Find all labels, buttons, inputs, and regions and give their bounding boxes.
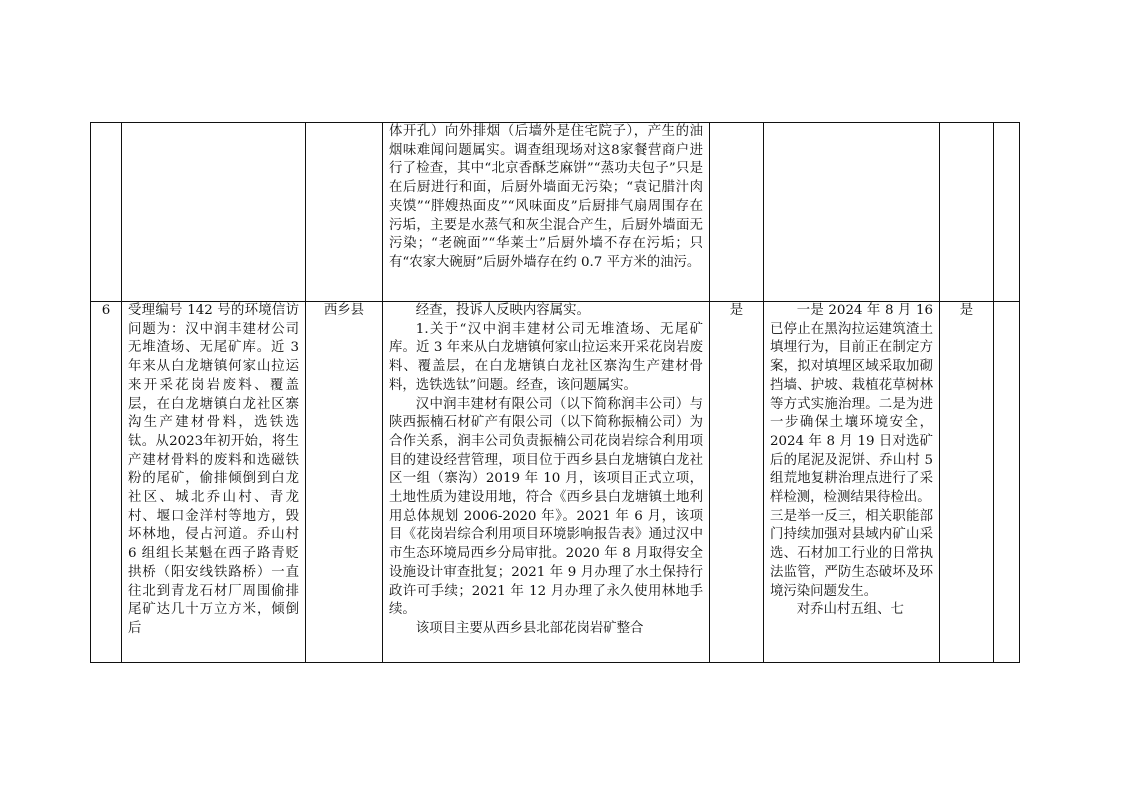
investigation-paragraph: 经查，投诉人反映内容属实。 (415, 303, 590, 318)
row-number-cell: 6 (91, 302, 122, 663)
row-number-cell (91, 123, 122, 302)
investigation-cell (383, 123, 710, 302)
closed-cell (940, 123, 994, 302)
handling-paragraph: 三是举一反三，相关职能部门持续加强对县域内矿山采选、石材加工行业的日常执法监管，严防生态破坏及环境污染问题发生。 (770, 508, 933, 599)
handling-cell (764, 302, 940, 663)
county-cell: 西乡县 (306, 302, 383, 663)
investigation-paragraph: 汉中润丰建材有限公司（以下简称润丰公司）与陕西振楠石材矿产有限公司（以下简称振楠公司）为合作关系，润丰公司负责振楠公司花岗岩综合利用项目的建设经营管理，项目位于西乡县白龙塘镇白龙社区一组（寨沟）2019 年 10 月，该项目正式立项，土地性质为建设用地，符合《西乡县白龙塘镇土地利用总体规划 2006-2020 年》。2021 年 6 月，该项目《花岗岩综合利用项目环境影响报告表》通过汉中市生态环境局西乡分局审批。2020 年 8 月取得安全设施设计审查批复；2021 年 9 月办理了水土保持行政许可手续；2021 年 12 月办理了永久使用林地手续。 (389, 396, 703, 618)
remarks-cell (994, 302, 1020, 663)
handling-paragraph: 一是 2024 年 8 月 16 已停止在黑沟拉运建筑渣土填埋行为，目前正在制定方案，拟对填埋区域采取加砌挡墙、护坡、栽植花草树林等方式实施治理。二是为进一步确保土壤环境安全，2024 年 8 月 19 日对选矿后的尾泥及泥饼、乔山村 5 组荒地复耕治理点进行了采样检测，检测结果待检出。 (770, 303, 933, 506)
investigation-paragraph: 该项目主要从西乡县北部花岗岩矿整合 (415, 620, 644, 636)
verified-cell (710, 123, 764, 302)
complaint-cell: 受理编号 142 号的环境信访问题为：汉中润丰建材公司无堆渣场、无尾矿库。近 3 年来从白龙塘镇何家山拉运来开采花岗岩废料、覆盖层，在白龙塘镇白龙社区寨沟生产建材骨料，选铁选钛。从2023年初开始，将生产建材骨料的废料和选磁铁粉的尾矿，偷排倾倒到白龙社区、城北乔山村、青龙村、堰口金洋村等地方，毁坏林地，侵占河道。乔山村 6 组组长某魁在西子路青贬拱桥（阳安线铁路桥）一直往北到青龙石材厂周围偷排尾矿达几十万立方米，倾倒后 (122, 302, 306, 663)
complaint-table (90, 122, 1020, 663)
closed-cell: 是 (940, 302, 994, 663)
verified-cell: 是 (710, 302, 764, 663)
table-row (91, 302, 1020, 663)
investigation-paragraph: 体开孔）向外排烟（后墙外是住宅院子），产生的油烟味难闻问题属实。调查组现场对这8家餐营商户进行了检查，其中“北京香酥芝麻饼”“蒸功夫包子”只是在后厨进行和面，后厨外墙面无污染；“袁记腊汁肉夹馍”“胖嫂热面皮”“风味面皮”后厨排气扇周围存在污垢，主要是水蒸气和灰尘混合产生，后厨外墙面无污染；“老碗面”“华莱士”后厨外墙不存在污垢；只有“农家大碗厨”后厨外墙存在约 0.7 平方米的油污。 (389, 124, 703, 270)
investigation-paragraph: 1.关于“汉中润丰建材公司无堆渣场、无尾矿库。近 3 年来从白龙塘镇何家山拉运来开采花岗岩废料、覆盖层，在白龙塘镇白龙社区寨沟生产建材骨料，选铁选钛”问题。经查，该问题属实。 (389, 321, 703, 393)
remarks-cell (994, 123, 1020, 302)
handling-paragraph: 对乔山村五组、七 (796, 602, 904, 618)
investigation-cell (383, 302, 710, 663)
county-cell (306, 123, 383, 302)
complaint-cell (122, 123, 306, 302)
handling-cell (764, 123, 940, 302)
table-row (91, 123, 1020, 302)
